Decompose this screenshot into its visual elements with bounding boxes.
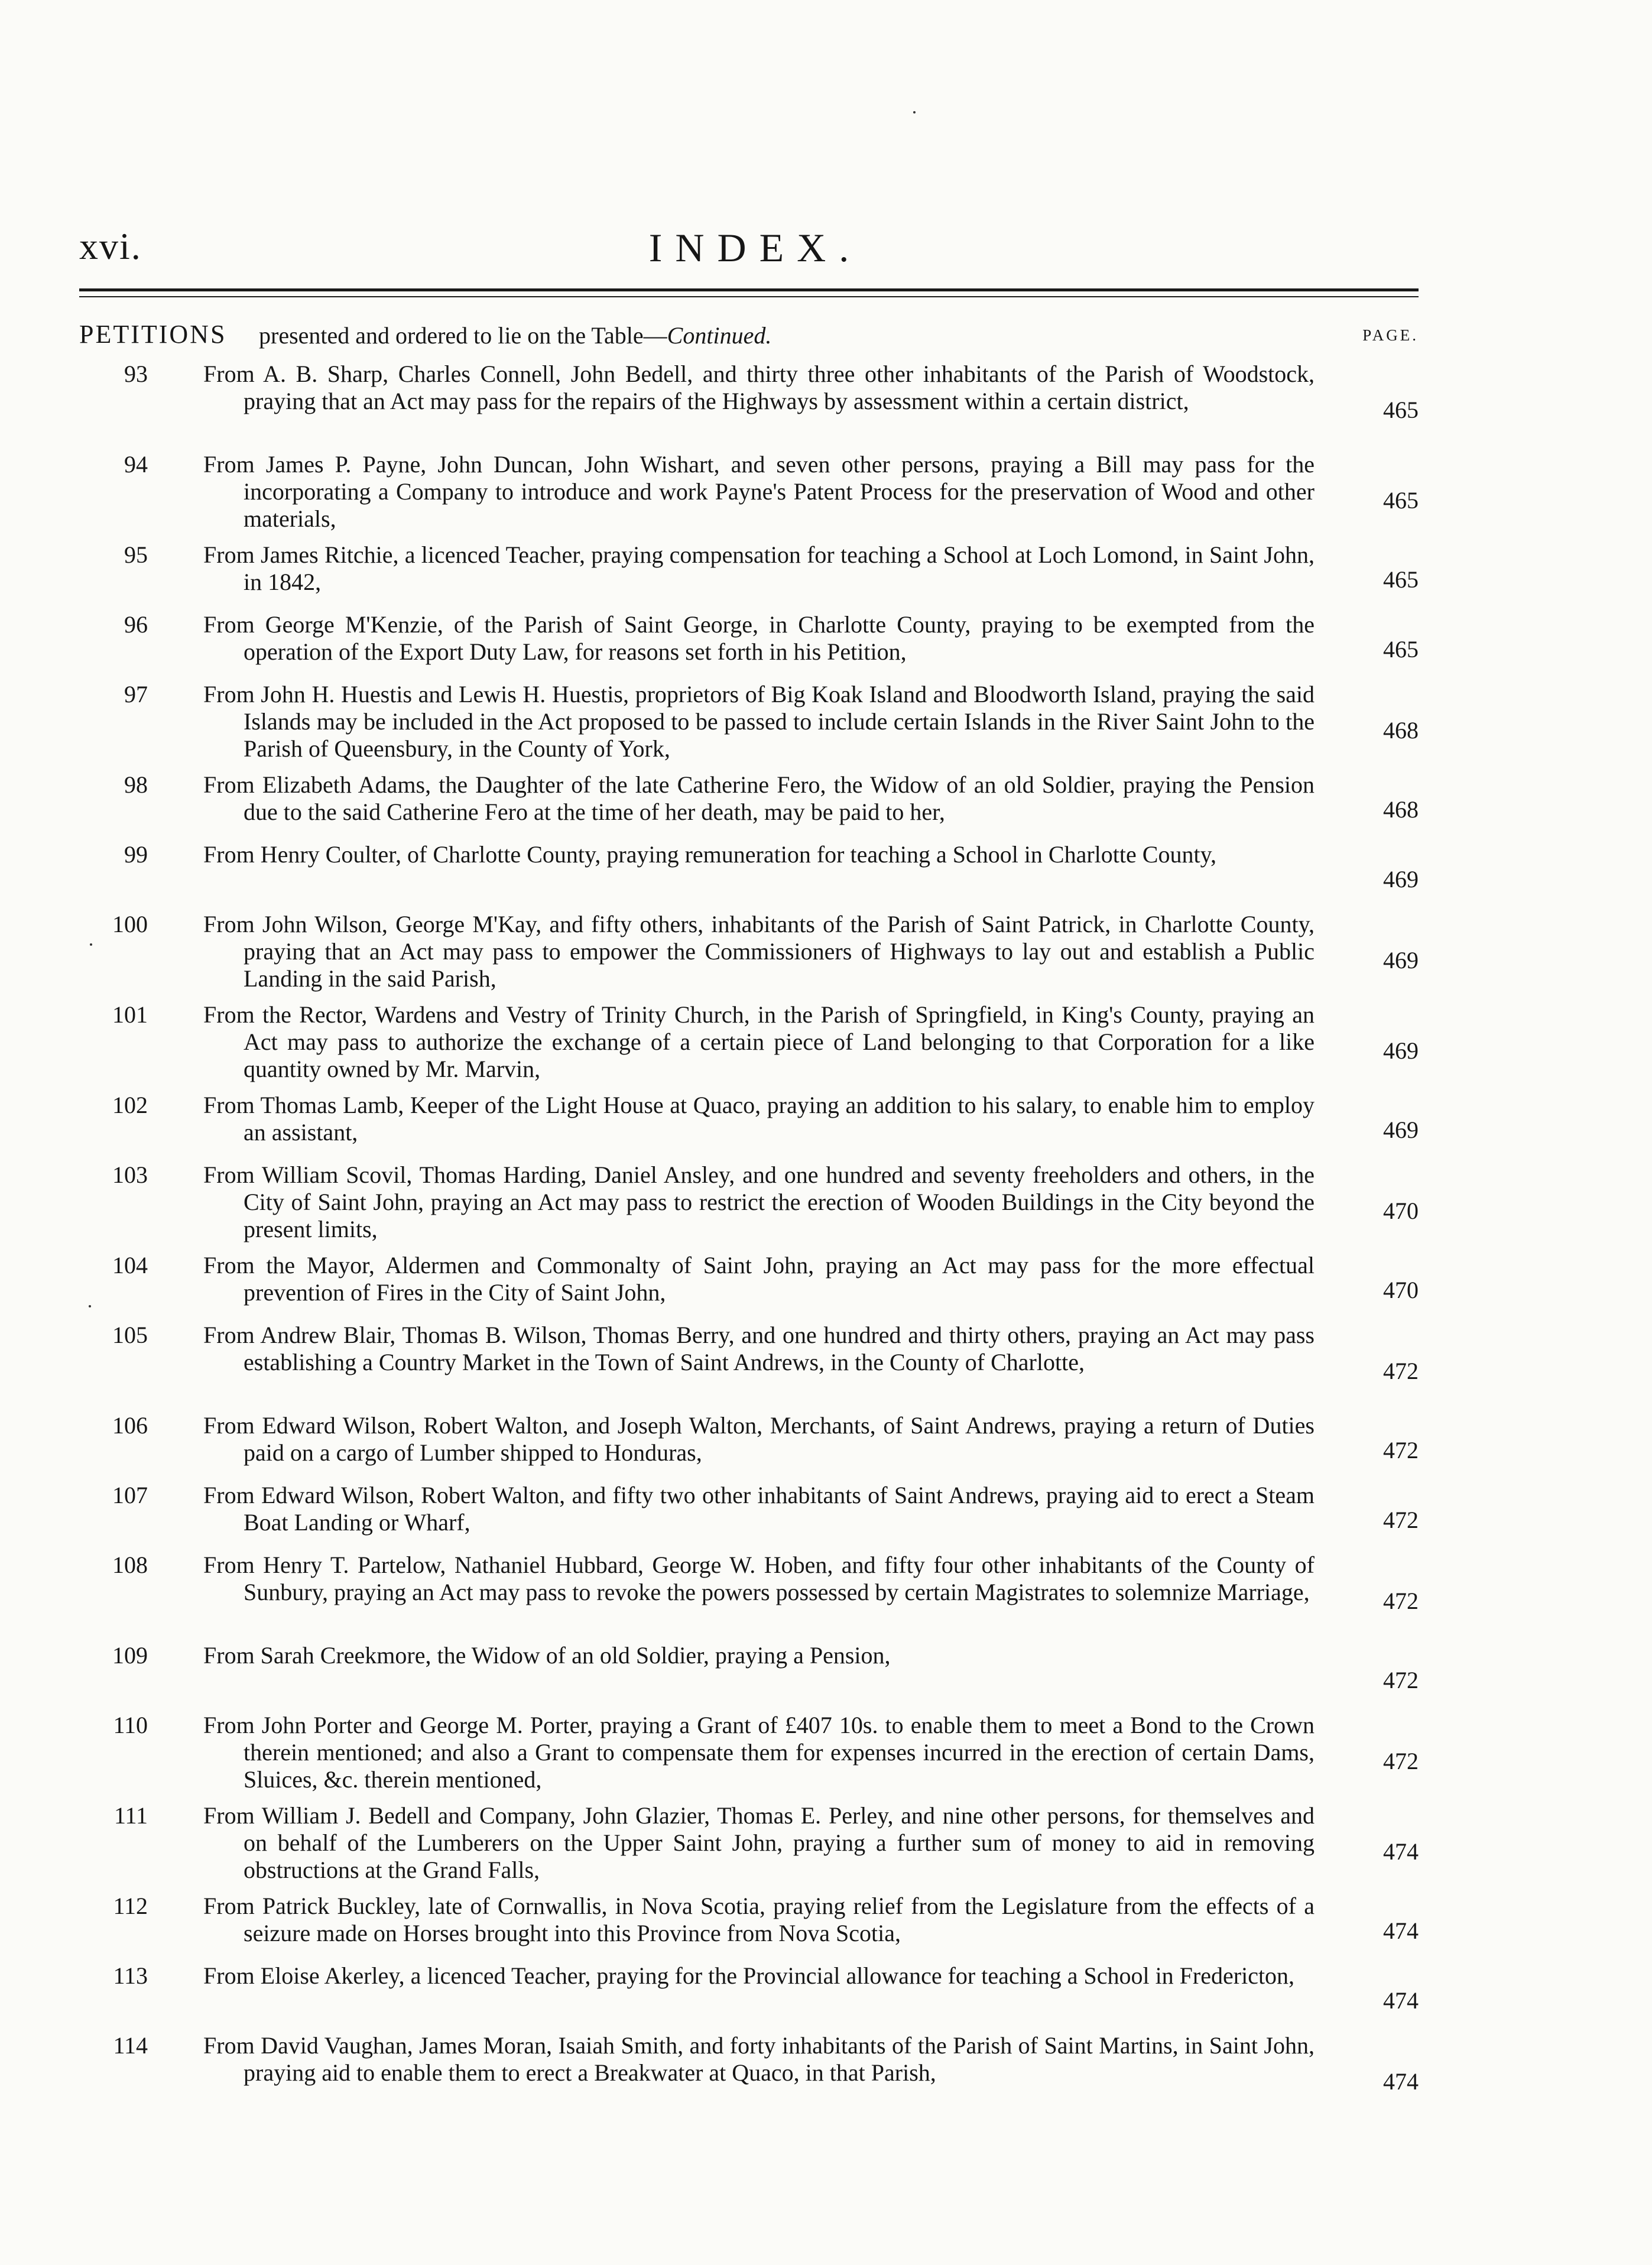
petition-entry [79,1552,1419,1642]
petition-number: 114 [113,2032,148,2059]
petition-entry [79,1001,1419,1092]
petition-entry [79,1962,1419,2032]
petition-entry [79,1412,1419,1482]
petition-number: 110 [113,1712,148,1738]
petition-number: 113 [113,1962,148,1989]
petition-entry [79,841,1419,911]
petition-text: From David Vaughan, James Moran, Isaiah Smith, and forty inhabitants of the Parish of Saint Martins, in Saint John, praying aid to enable them to erect a Breakwater at Quaco, in that Parish, [203,2032,1315,2086]
petition-number: 109 [112,1642,148,1669]
petition-number: 101 [112,1001,148,1028]
petition-number: 111 [113,1802,148,1829]
petition-entry [79,541,1419,611]
petition-page: 470 [1383,1277,1419,1303]
petition-entry [79,681,1419,771]
petition-entry [79,611,1419,681]
petition-page: 469 [1383,866,1419,893]
petition-number: 100 [112,911,148,937]
petition-number: 95 [124,541,148,568]
petition-text: From the Rector, Wardens and Vestry of Trinity Church, in the Parish of Springfield, in King's County, praying an Act may pass to authorize the exchange of a certain piece of Land belonging to that Corporation for a like quantity owned by Mr. Marvin, [203,1001,1315,1082]
petition-page: 472 [1383,1588,1419,1614]
petition-text: From John H. Huestis and Lewis H. Huestis, proprietors of Big Koak Island and Bloodworth Island, praying the said Islands may be included in the Act proposed to be passed to include certain Islands in the River Saint John to the Parish of Queensbury, in the County of York, [203,681,1315,762]
petition-number: 106 [112,1412,148,1439]
petition-page: 474 [1383,1917,1419,1944]
petition-entry [79,361,1419,451]
petition-text: From the Mayor, Aldermen and Commonalty of Saint John, praying an Act may pass for the more effectual prevention of Fires in the City of Saint John, [203,1252,1315,1306]
petition-entry [79,1893,1419,1962]
petition-text: From George M'Kenzie, of the Parish of Saint George, in Charlotte County, praying to be exempted from the operation of the Export Duty Law, for reasons set forth in his Petition, [203,611,1315,665]
petition-page: 465 [1383,487,1419,514]
petition-number: 107 [112,1482,148,1508]
petition-page: 465 [1383,397,1419,423]
petition-text: From James Ritchie, a licenced Teacher, praying compensation for teaching a School at Loch Lomond, in Saint John, in 1842, [203,541,1315,595]
petition-page: 468 [1383,796,1419,823]
page-column-label: PAGE. [1362,326,1419,344]
page-number-roman: xvi. [79,225,142,267]
petition-number: 97 [124,681,148,708]
petition-page: 469 [1383,1117,1419,1143]
petition-text: From Thomas Lamb, Keeper of the Light House at Quaco, praying an addition to his salary, to enable him to employ an assistant, [203,1092,1315,1146]
petition-number: 105 [112,1322,148,1348]
petition-page: 469 [1383,1037,1419,1064]
petition-text: From John Wilson, George M'Kay, and fifty others, inhabitants of the Parish of Saint Patrick, in Charlotte County, praying that an Act may pass to empower the Commissioners of Highways to lay out and establish a Public Landing in the said Parish, [203,911,1315,992]
petition-entry [79,1322,1419,1412]
petition-entry [79,771,1419,841]
scan-speck [913,111,916,113]
petition-number: 104 [112,1252,148,1278]
petition-text: From Patrick Buckley, late of Cornwallis, in Nova Scotia, praying relief from the Legislature from the effects of a seizure made on Horses brought into this Province from Nova Scotia, [203,1893,1315,1946]
petition-number: 96 [124,611,148,638]
section-description-text: presented and ordered to lie on the Table— [259,322,667,349]
petition-text: From Andrew Blair, Thomas B. Wilson, Thomas Berry, and one hundred and thirty others, praying an Act may pass establishing a Country Market in the Town of Saint Andrews, in the County of Charlotte, [203,1322,1315,1375]
petition-entry [79,1252,1419,1322]
petition-page: 472 [1383,1437,1419,1464]
continued-label: Continued. [667,322,772,349]
scan-speck [89,1305,91,1307]
petition-number: 98 [124,771,148,798]
section-description [259,322,771,349]
petition-text: From James P. Payne, John Duncan, John Wishart, and seven other persons, praying a Bill may pass for the incorporating a Company to introduce and work Payne's Patent Process for the preservation of Wood and other materials, [203,451,1315,532]
petition-number: 103 [112,1161,148,1188]
petition-number: 93 [124,361,148,387]
header-double-rule [79,288,1419,297]
petition-number: 102 [112,1092,148,1118]
petition-text: From Edward Wilson, Robert Walton, and fifty two other inhabitants of Saint Andrews, praying aid to erect a Steam Boat Landing or Wharf, [203,1482,1315,1536]
petition-page: 474 [1383,2068,1419,2095]
petition-text: From Sarah Creekmore, the Widow of an old Soldier, praying a Pension, [203,1642,891,1669]
petition-entry [79,1482,1419,1552]
page-title: INDEX. [648,225,862,270]
petition-entry [79,451,1419,541]
petition-page: 470 [1383,1198,1419,1224]
page-header [79,225,1419,278]
petition-number: 94 [124,451,148,478]
petition-number: 112 [113,1893,148,1919]
scan-speck [90,943,92,946]
petition-text: From Eloise Akerley, a licenced Teacher, praying for the Provincial allowance for teaching a School in Fredericton, [203,1962,1295,1989]
petition-page: 474 [1383,1987,1419,2014]
petition-text: From William Scovil, Thomas Harding, Daniel Ansley, and one hundred and seventy freeholders and others, in the City of Saint John, praying an Act may pass to restrict the erection of Wooden Buildings in the City beyond the present limits, [203,1161,1315,1242]
petition-text: From A. B. Sharp, Charles Connell, John Bedell, and thirty three other inhabitants of the Parish of Woodstock, praying that an Act may pass for the repairs of the Highways by assessment within a certain district, [203,361,1315,414]
petition-page: 472 [1383,1748,1419,1774]
petition-entry [79,1642,1419,1712]
petition-page: 468 [1383,717,1419,744]
petition-page: 465 [1383,636,1419,663]
petition-page: 474 [1383,1838,1419,1865]
petition-page: 472 [1383,1358,1419,1384]
petition-page: 472 [1383,1667,1419,1693]
petition-number: 99 [124,841,148,868]
section-heading [79,319,1419,355]
petition-entry [79,1092,1419,1161]
petition-entry [79,1802,1419,1893]
petition-text: From Henry T. Partelow, Nathaniel Hubbard, George W. Hoben, and fifty four other inhabitants of the County of Sunbury, praying an Act may pass to revoke the powers possessed by certain Magistrates to solemnize Marriage, [203,1552,1315,1605]
petition-list [79,361,1419,2123]
petition-page: 465 [1383,566,1419,593]
petition-entry [79,2032,1419,2123]
petition-text: From William J. Bedell and Company, John Glazier, Thomas E. Perley, and nine other persons, for themselves and on behalf of the Lumberers on the Upper Saint John, praying a further sum of money to aid in removing obstructions at the Grand Falls, [203,1802,1315,1883]
petition-text: From Henry Coulter, of Charlotte County, praying remuneration for teaching a School in Charlotte County, [203,841,1216,868]
petition-page: 469 [1383,947,1419,974]
petition-text: From Elizabeth Adams, the Daughter of the late Catherine Fero, the Widow of an old Soldier, praying the Pension due to the said Catherine Fero at the time of her death, may be paid to her, [203,771,1315,825]
petition-page: 472 [1383,1507,1419,1533]
petition-entry [79,1712,1419,1802]
petition-text: From Edward Wilson, Robert Walton, and Joseph Walton, Merchants, of Saint Andrews, praying a return of Duties paid on a cargo of Lumber shipped to Honduras, [203,1412,1315,1466]
petition-entry [79,911,1419,1001]
petition-number: 108 [112,1552,148,1578]
section-name: PETITIONS [79,320,227,349]
petition-text: From John Porter and George M. Porter, praying a Grant of £407 10s. to enable them to meet a Bond to the Crown therein mentioned; and also a Grant to compensate them for expenses incurred in the erection of certain Dams, Sluices, &c. therein mentioned, [203,1712,1315,1793]
petition-entry [79,1161,1419,1252]
